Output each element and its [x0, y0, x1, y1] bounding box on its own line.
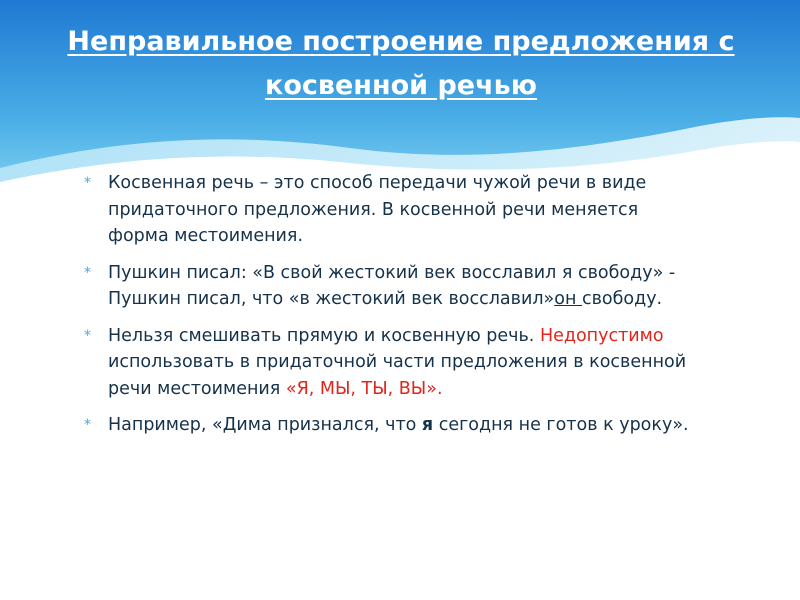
bullet-text: Например, «Дима признался, что — [108, 415, 422, 435]
bullet-text: Пушкин писал: «В свой жестокий век восславил я свободу» - Пушкин писал, что «в жестокий век восславил» — [108, 262, 676, 309]
bullet-text: использовать в придаточной части предложения в косвенной речи местоимения — [108, 352, 687, 399]
bullet-marker-icon: * — [84, 175, 91, 191]
list-item — [84, 323, 704, 403]
list-item — [84, 260, 704, 313]
bullet-marker-icon: * — [84, 264, 91, 281]
bold-pronoun: я — [421, 415, 434, 435]
bullet-text: Косвенная речь – это способ передачи чужой речи в виде придаточного предложения. В косвенной речи меняется форма местоимения. — [108, 173, 647, 246]
highlight-red-text: Недопустимо — [539, 325, 664, 346]
bullet-marker-icon: * — [84, 327, 91, 344]
slide-title: Неправильное построение предложения с косвенной речью — [67, 26, 735, 101]
list-item — [84, 412, 704, 439]
bullet-text: сегодня не готов к уроку». — [433, 415, 689, 435]
bullet-text: Нельзя смешивать прямую и косвенную речь. — [108, 325, 540, 346]
highlight-red-pronouns: «Я, МЫ, ТЫ, ВЫ». — [285, 378, 443, 399]
bullet-text: свободу. — [581, 289, 663, 309]
bullet-marker-icon: * — [84, 417, 91, 433]
list-item — [84, 170, 704, 250]
bullet-list — [84, 170, 704, 449]
underlined-pronoun: он — [554, 289, 582, 309]
